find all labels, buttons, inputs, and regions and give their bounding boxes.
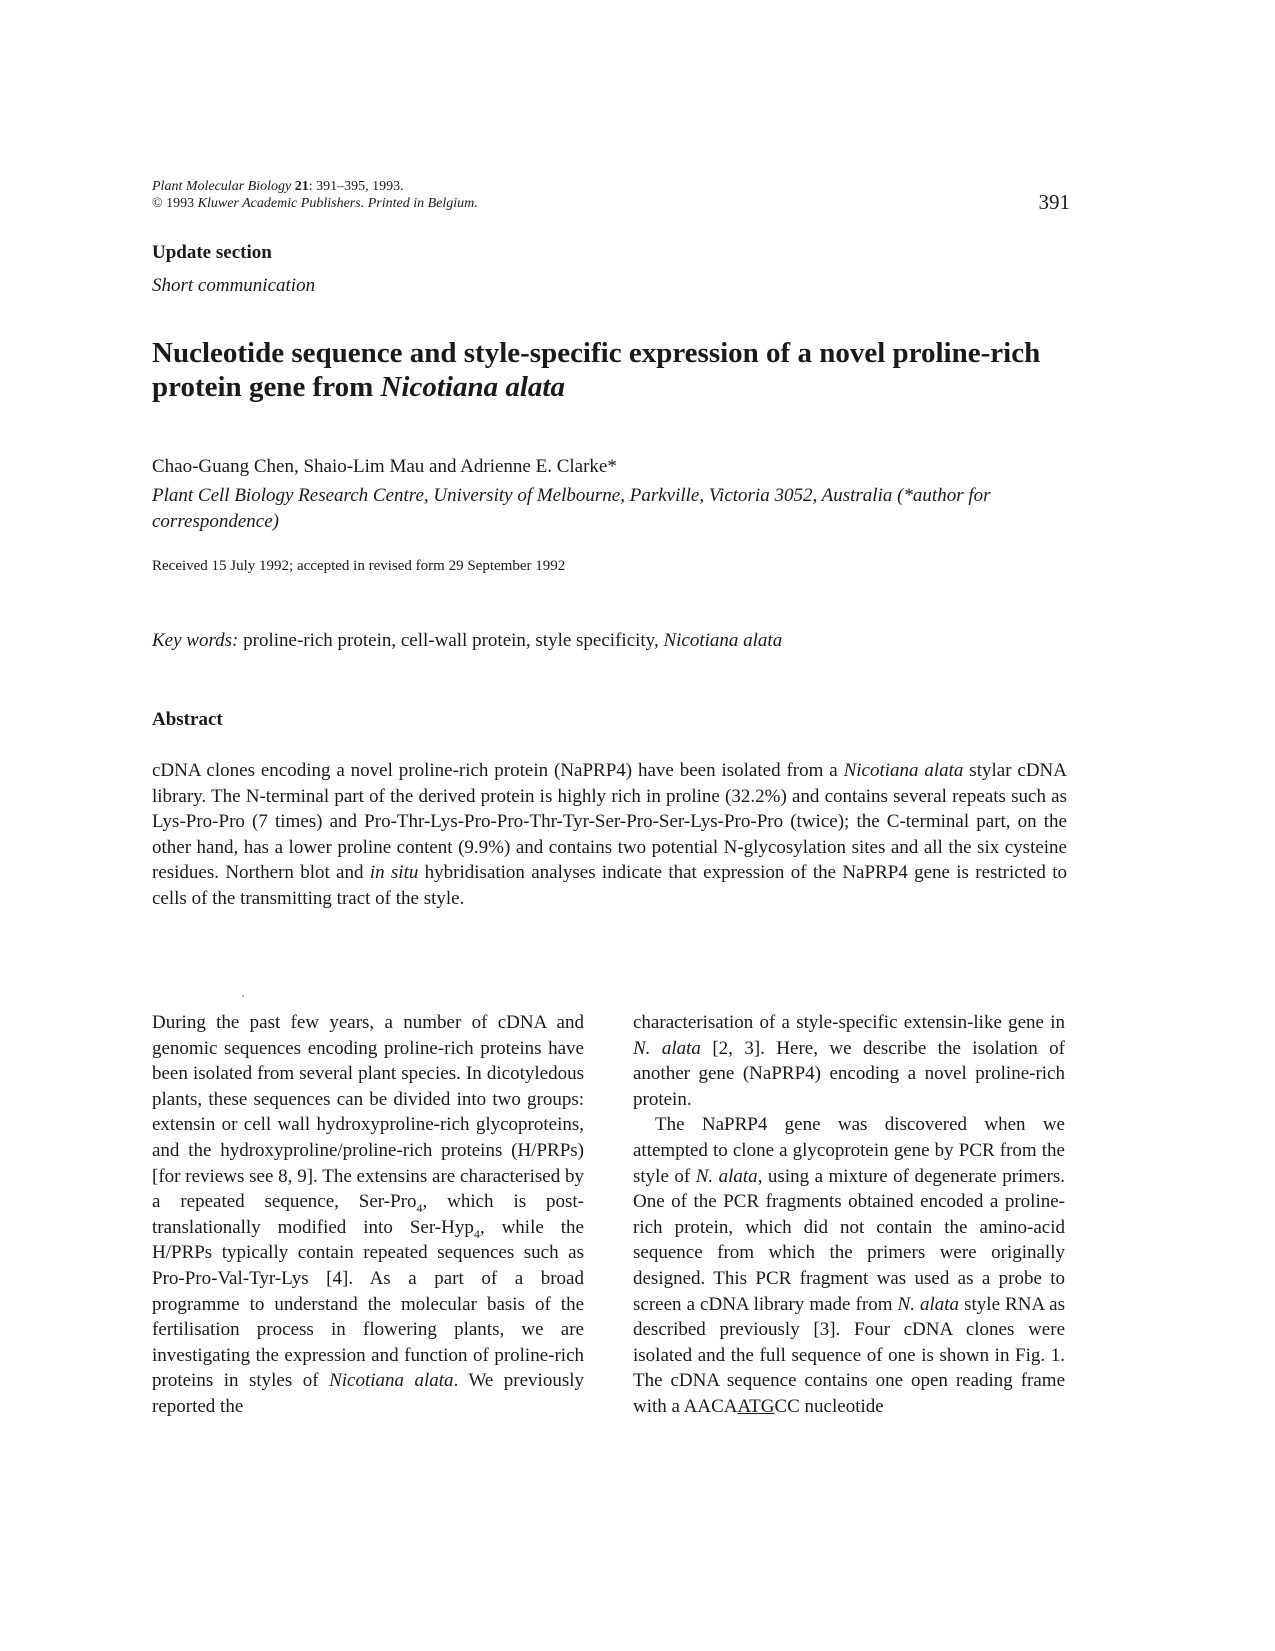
publisher-line: Kluwer Academic Publishers. Printed in Belgium.	[197, 196, 478, 211]
body-paragraph	[152, 1010, 584, 1420]
abstract-species: Nicotiana alata	[843, 760, 964, 781]
body-text: The NaPRP4 gene was discovered when we attempted to clone a glycoprotein gene by PCR from the style of	[633, 1114, 1065, 1187]
species-name: N. alata	[633, 1037, 701, 1059]
article-title-text: Nucleotide sequence and style-specific expression of a novel proline-rich protein gene from	[152, 337, 1041, 403]
journal-pages: : 391–395, 1993.	[308, 179, 404, 194]
abstract-text-2: stylar cDNA library. The N-terminal part of the derived protein is highly rich in proline (32.2%) and contains several repeats such as Lys-Pro-Pro (7 times) and Pro-Thr-Lys-Pro-Pro-Thr-Tyr-Ser-Pro-Ser-Lys-Pro-Pro (twice); the C-terminal part, on the other hand, has a lower proline content (9.9%) and contains two potential N-glycosylation sites and all the six cysteine residues. Northern blot and	[152, 760, 1067, 884]
section-label: Update section	[152, 242, 272, 263]
abstract-in-situ: in situ	[369, 862, 419, 884]
abstract-heading: Abstract	[152, 709, 223, 730]
body-text: . We previously reported the	[152, 1370, 585, 1417]
body-text: style RNA as described previously [3]. Four cDNA clones were isolated and the full sequence of one is shown in Fig. 1. The cDNA sequence contains one open reading frame with a AACA	[633, 1293, 1065, 1417]
body-text: [2, 3]. Here, we describe the isolation of another gene (NaPRP4) encoding a novel proline-rich protein.	[633, 1037, 1065, 1110]
affiliation: Plant Cell Biology Research Centre, University of Melbourne, Parkville, Victoria 3052, Australia (*author for correspondence)	[152, 485, 991, 532]
journal-citation	[152, 178, 478, 212]
page-number: 391	[1038, 190, 1070, 214]
article-title-species: Nicotiana alata	[380, 371, 565, 403]
abstract-text-1: cDNA clones encoding a novel proline-rich protein (NaPRP4) have been isolated from a	[152, 760, 844, 781]
keywords-species: Nicotiana alata	[663, 630, 783, 651]
journal-volume: 21	[294, 179, 309, 194]
subscript: 4	[473, 1226, 480, 1241]
keywords	[152, 630, 782, 652]
copyright-year: © 1993	[152, 196, 195, 211]
body-column-left	[152, 1010, 584, 1420]
keywords-label: Key words:	[152, 630, 239, 651]
species-name: N. alata	[897, 1293, 960, 1315]
keywords-text: proline-rich protein, cell-wall protein, style specificity,	[238, 630, 664, 651]
article-title	[152, 336, 1082, 404]
author-list: Chao-Guang Chen, Shaio-Lim Mau and Adrienne E. Clarke*	[152, 456, 617, 477]
body-text: During the past few years, a number of cDNA and genomic sequences encoding proline-rich proteins have been isolated from several plant species. In dicotyledous plants, these sequences can be divided into two groups: extensin or cell wall hydroxyproline-rich glycoproteins, and the hydroxyproline/proline-rich proteins (H/PRPs) [for reviews see 8, 9]. The extensins are characterised by a repeated sequence, Ser-Pro	[152, 1012, 584, 1213]
body-paragraph	[633, 1010, 1065, 1112]
body-text: characterisation of a style-specific extensin-like gene in	[633, 1012, 1065, 1033]
body-column-right	[633, 1010, 1065, 1420]
body-text: CC nucleotide	[774, 1395, 884, 1417]
received-dates: Received 15 July 1992; accepted in revised form 29 September 1992	[152, 558, 566, 574]
body-text: , while the H/PRPs typically contain repeated sequences such as Pro-Pro-Val-Tyr-Lys [4]. As a part of a broad programme to understand the molecular basis of the fertilisation process in flowering plants, we are investigating the expression and function of proline-rich proteins in styles of	[152, 1216, 584, 1392]
subscript: 4	[416, 1200, 423, 1215]
start-codon: ATG	[737, 1395, 775, 1417]
speck	[242, 995, 244, 997]
abstract-text-3: hybridisation analyses indicate that expression of the NaPRP4 gene is restricted to cells of the transmitting tract of the style.	[152, 862, 1068, 909]
species-name: N. alata	[695, 1165, 758, 1187]
section-sublabel: Short communication	[152, 275, 316, 296]
abstract-body	[152, 758, 1067, 912]
species-name: Nicotiana alata	[329, 1370, 454, 1392]
body-text: , using a mixture of degenerate primers. One of the PCR fragments obtained encoded a proline-rich protein, which did not contain the amino-acid sequence from which the primers were originally designed. This PCR fragment was used as a probe to screen a cDNA library made from	[633, 1165, 1065, 1315]
body-paragraph	[633, 1112, 1065, 1419]
body-text: , which is post-translationally modified into Ser-Hyp	[152, 1191, 584, 1238]
journal-name: Plant Molecular Biology	[152, 179, 292, 194]
